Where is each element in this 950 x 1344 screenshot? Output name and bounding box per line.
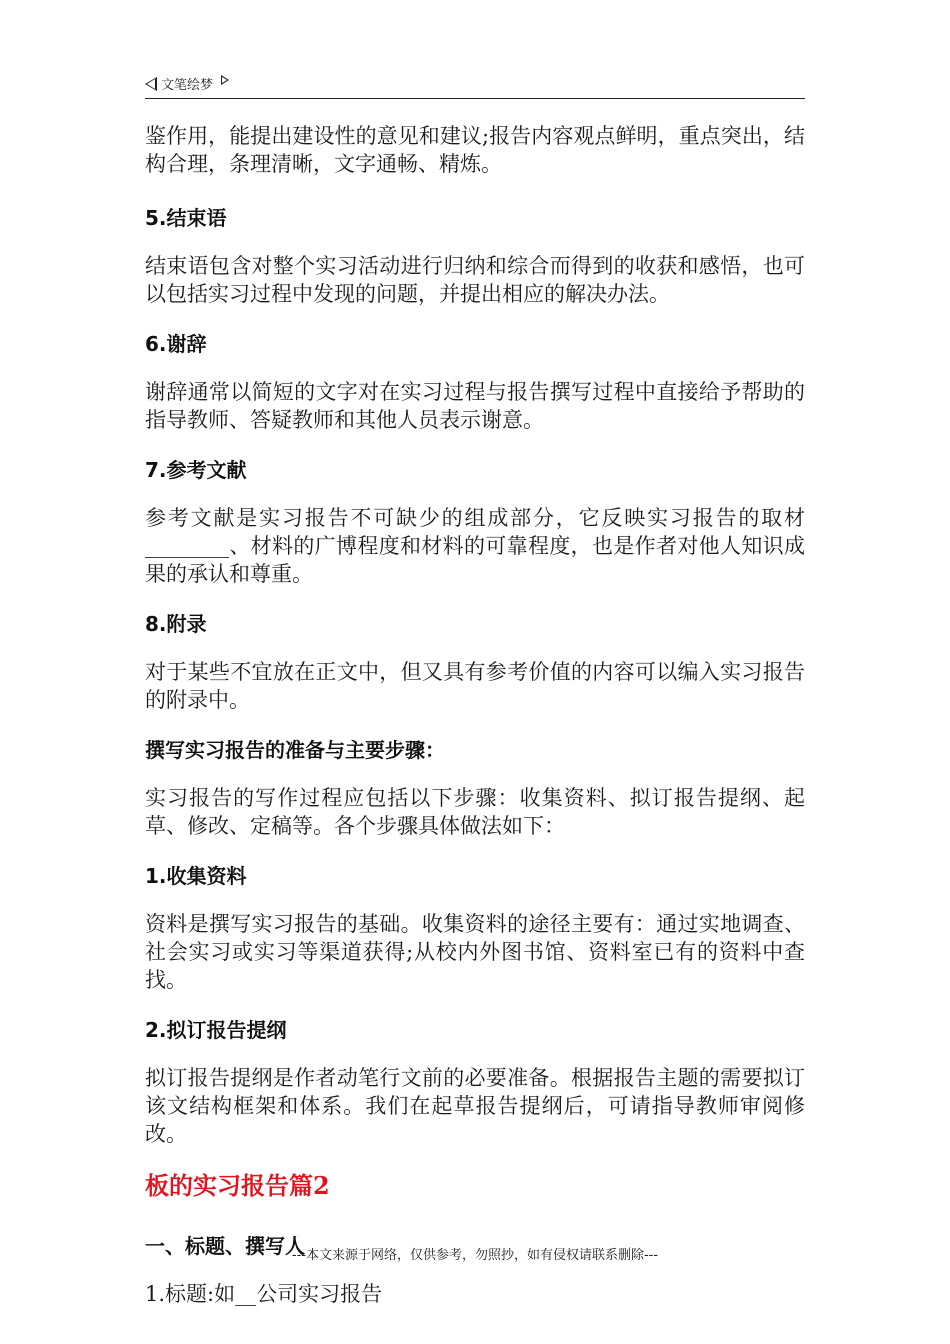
triangle-right-icon	[221, 75, 229, 85]
paragraph-collect: 资料是撰写实习报告的基础。收集资料的途径主要有：通过实地调查、社会实习或实习等渠道获得;从校内外图书馆、资料室已有的资料中查找。	[145, 912, 805, 992]
paragraph-preparation: 实习报告的写作过程应包括以下步骤：收集资料、拟订报告提纲、起草、修改、定稿等。各个步骤具体做法如下：	[145, 786, 805, 838]
triangle-left-icon	[145, 77, 157, 91]
list-item-title: 1.标题:如__公司实习报告	[145, 1282, 383, 1306]
paragraph-appendix: 对于某些不宜放在正文中，但又具有参考价值的内容可以编入实习报告的附录中。	[145, 660, 805, 712]
section-heading-references: 7.参考文献	[145, 458, 247, 482]
section-heading-conclusion: 5.结束语	[145, 206, 227, 230]
section-heading-preparation: 撰写实习报告的准备与主要步骤：	[145, 738, 445, 762]
section-heading-appendix: 8.附录	[145, 612, 207, 636]
section-heading-thanks: 6.谢辞	[145, 332, 207, 356]
paragraph-outline: 拟订报告提纲是作者动笔行文前的必要准备。根据报告主题的需要拟订该文结构框架和体系。我们在起草报告提纲后，可请指导教师审阅修改。	[145, 1066, 805, 1146]
page-footer: ---本文来源于网络，仅供参考，勿照抄，如有侵权请联系删除---	[291, 1248, 659, 1263]
section-heading-outline: 2.拟订报告提纲	[145, 1018, 287, 1042]
article-title: 板的实习报告篇2	[145, 1171, 330, 1200]
paragraph-references: 参考文献是实习报告不可缺少的组成部分，它反映实习报告的取材________、材料的广博程度和材料的可靠程度，也是作者对他人知识成果的承认和尊重。	[145, 506, 805, 586]
page-header	[145, 72, 805, 99]
paragraph-continued: 鉴作用，能提出建设性的意见和建议;报告内容观点鲜明，重点突出，结构合理，条理清晰，文字通畅、精炼。	[145, 124, 805, 176]
brand-name: 文笔绘梦	[161, 78, 214, 93]
paragraph-thanks: 谢辞通常以简短的文字对在实习过程与报告撰写过程中直接给予帮助的指导教师、答疑教师和其他人员表示谢意。	[145, 380, 805, 432]
part-heading-title-author: 一、标题、撰写人	[145, 1234, 305, 1258]
section-heading-collect: 1.收集资料	[145, 864, 247, 888]
brand-logo	[145, 74, 229, 93]
paragraph-conclusion: 结束语包含对整个实习活动进行归纳和综合而得到的收获和感悟，也可以包括实习过程中发现的问题，并提出相应的解决办法。	[145, 254, 805, 306]
document-body	[145, 122, 805, 1330]
